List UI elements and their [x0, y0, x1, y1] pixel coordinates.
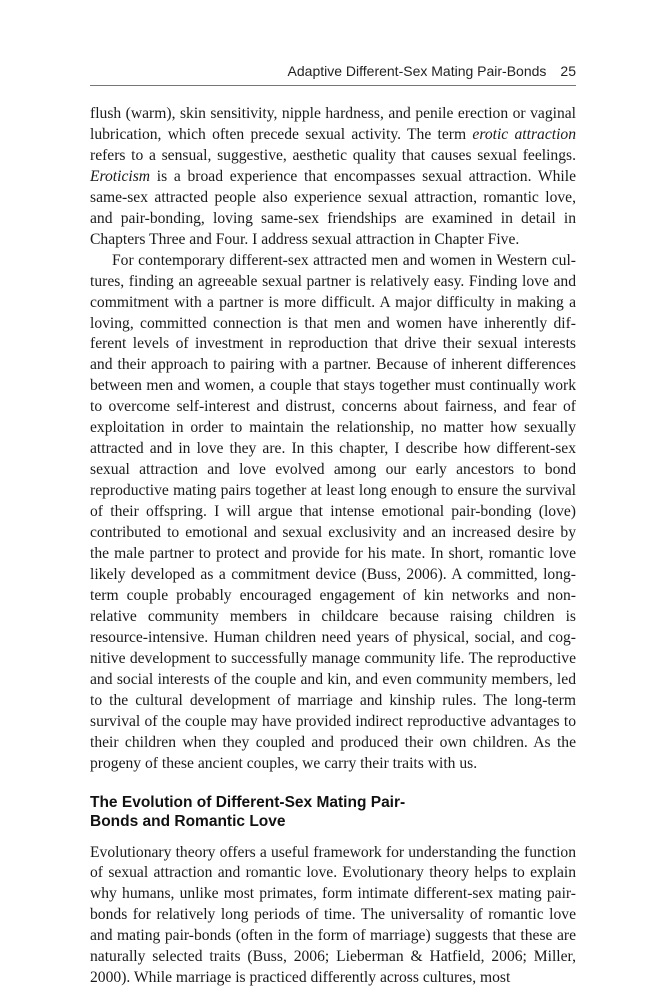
paragraph-chapter-overview: For contemporary different-sex attracted men and women in Western cultures, finding an agreeable sexual partner is relatively easy. Finding love and commitment with a partner is more difficult. A major difficulty in making a loving, committed connection is that men and women have inherently different levels of investment in reproduction that drive their sexual interests and their approach to pairing with a partner. Because of inherent differences between men and women, a couple that stays together must continually work to overcome self-interest and distrust, concerns about fairness, and fear of exploitation in order to maintain the relationship, no matter how sexually attracted and in love they are. In this chapter, I describe how different-sex sexual attraction and love evolved among our early ancestors to bond reproductive mating pairs together at least long enough to ensure the survival of their offspring. I will argue that intense emotional pair-bonding (love) contributed to emotional and sexual exclusivity and an increased desire by the male partner to protect and provide for his mate. In short, romantic love likely developed as a commitment device (Buss, 2006). A committed, long-term couple probably encouraged engagement of kin networks and non-relative community members in childcare because raising children is resource-intensive. Human children need years of physical, social, and cognitive development to successfully manage community life. The reproductive and social interests of the couple and kin, and even community members, led to the cultural development of marriage and kinship rules. The long-term survival of the couple may have provided indirect reproductive advantages to their children when they coupled and produced their own children. As the progeny of these ancient couples, we carry their traits with us. — [90, 251, 576, 772]
term-eroticism: Eroticism — [90, 167, 151, 185]
paragraph-continuation — [90, 104, 576, 251]
paragraph-text: flush (warm), skin sensitivity, nipple hardness, and penile erection or vaginal lubrication, which often precede sexual activity. The term — [90, 105, 576, 143]
term-erotic-attraction: erotic attraction — [472, 125, 576, 143]
paragraph-text: is a broad experience that encompasses sexual attraction. While same-sex attracted people also experience sexual attraction, romantic love, and pair-bonding, loving same-sex friendships are examined in detail in Chapters Three and Four. I address sexual attraction in Chapter Five. — [90, 167, 576, 248]
page-body — [90, 104, 576, 989]
running-head-title: Adaptive Different-Sex Mating Pair-Bonds — [287, 63, 547, 79]
running-head — [0, 63, 576, 79]
paragraph-text: refers to a sensual, suggestive, aesthetic quality that causes sexual feelings. — [90, 146, 576, 164]
header-rule — [90, 85, 576, 86]
section-heading: The Evolution of Different-Sex Mating Pair-Bonds and Romantic Love — [90, 793, 406, 830]
paragraph-evolutionary-theory: Evolutionary theory offers a useful framework for understanding the function of sexual attraction and romantic love. Evolutionary theory helps to explain why humans, unlike most primates, form intimate different-sex mating pair-bonds for relatively long periods of time. The universality of romantic love and mating pair-bonds (often in the form of marriage) suggests that these are naturally selected traits (Buss, 2006; Lieberman & Hatfield, 2006; Miller, 2000). While marriage is practiced differently across cultures, most — [90, 843, 576, 987]
page-number: 25 — [560, 63, 576, 79]
